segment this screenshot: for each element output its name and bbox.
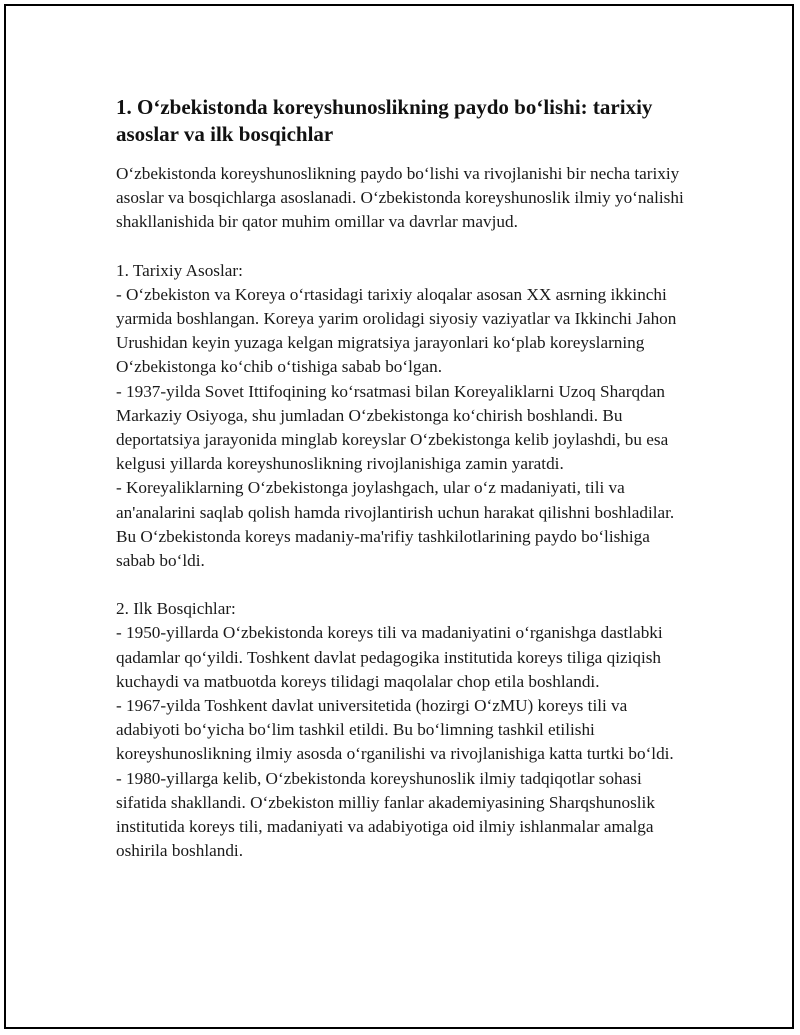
bullet-item: - O‘zbekiston va Koreya o‘rtasidagi tarixiy aloqalar asosan XX asrning ikkinchi yarmida boshlangan. Koreya yarim orolidagi siyosiy vaziyatlar va Ikkinchi Jahon Urushidan keyin yuzaga kelgan migratsiya jarayonlari ko‘plab koreyslarning O‘zbekistonga ko‘chib o‘tishiga sabab bo‘lgan. [116,284,677,377]
bullet-item: - 1950-yillarda O‘zbekistonda koreys tili va madaniyatini o‘rganishga dastlabki qadamlar qo‘yildi. Toshkent davlat pedagogika institutida koreys tiliga qiziqish kuchaydi va matbuotda koreys tilidagi maqolalar chop etila boshlandi. [116,623,663,691]
intro-paragraph: O‘zbekistonda koreyshunoslikning paydo bo‘lishi va rivojlanishi bir necha tarixiy asoslar va bosqichlarga asoslanadi. O‘zbekistonda koreyshunoslik ilmiy yo‘nalishi shakllanishida bir qator muhim omillar va davrlar mavjud. [116,164,684,232]
section-early-stages [116,597,691,863]
document-body [116,94,691,863]
bullet-item: - 1937-yilda Sovet Ittifoqining ko‘rsatmasi bilan Koreyaliklarni Uzoq Sharqdan Markaziy Osiyoga, shu jumladan O‘zbekistonga ko‘chirish boshlandi. Bu deportatsiya jarayonida minglab koreyslar O‘zbekistonga kelib joylashdi, bu esa kelgusi yillarda koreyshunoslikning rivojlanishiga zamin yaratdi. [116,381,669,474]
bullet-item: - 1980-yillarga kelib, O‘zbekistonda koreyshunoslik ilmiy tadqiqotlar sohasi sifatida shakllandi. O‘zbekiston milliy fanlar akademiyasining Sharqshunoslik institutida koreys tili, madaniyati va adabiyotiga oid ilmiy ishlanmalar amalga oshirila boshlandi. [116,768,655,861]
bullet-item: - Koreyaliklarning O‘zbekistonga joylashgach, ular o‘z madaniyati, tili va an'analarini saqlab qolish hamda rivojlantirish uchun harakat qilishni boshladilar. Bu O‘zbekistonda koreys madaniy-ma'rifiy tashkilotlarining paydo bo‘lishiga sabab bo‘ldi. [116,478,675,571]
document-heading: 1. O‘zbekistonda koreyshunoslikning paydo bo‘lishi: tarixiy asoslar va ilk bosqichlar [116,95,653,146]
section-title: 1. Tarixiy Asoslar: [116,260,243,280]
section-historical-foundations [116,259,691,574]
section-title: 2. Ilk Bosqichlar: [116,599,236,619]
bullet-item: - 1967-yilda Toshkent davlat universitetida (hozirgi O‘zMU) koreys tili va adabiyoti bo‘yicha bo‘lim tashkil etildi. Bu bo‘limning tashkil etilishi koreyshunoslikning ilmiy asosda o‘rganilishi va rivojlanishiga katta turtki bo‘ldi. [116,696,674,764]
